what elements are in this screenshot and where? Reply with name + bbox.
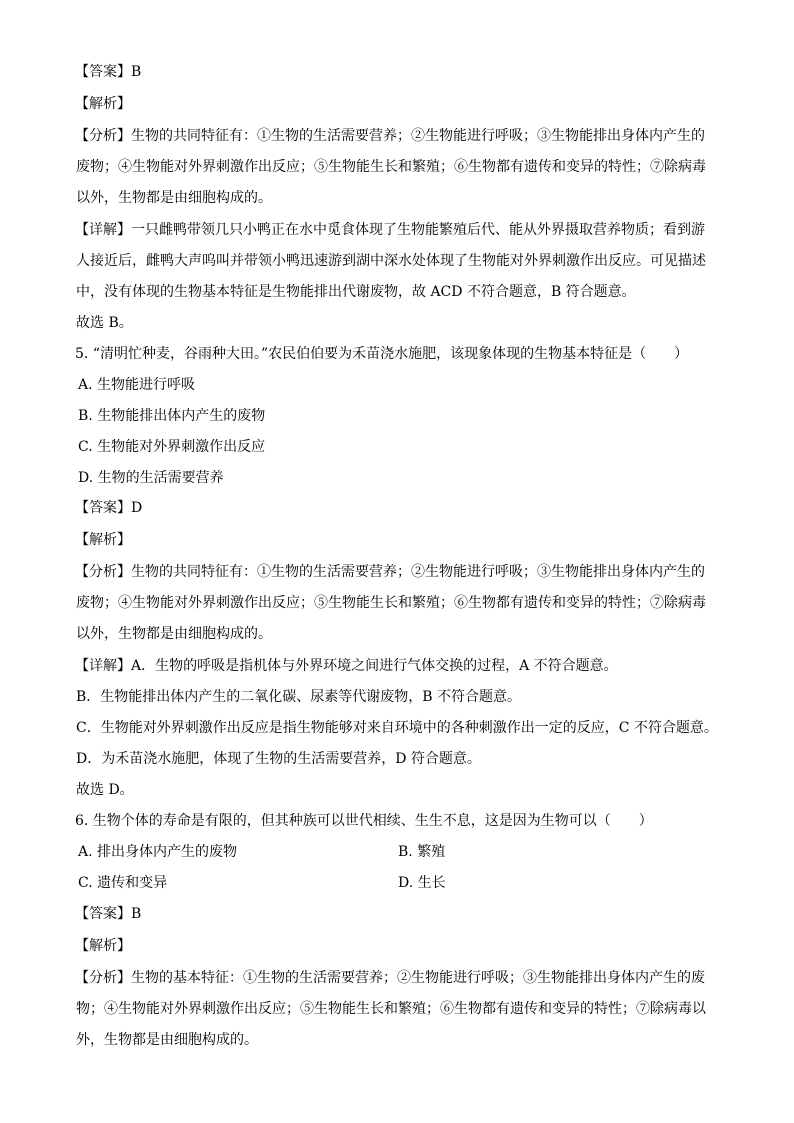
question-5-option-c: C. 生物能对外界刺激作出反应 xyxy=(78,439,266,455)
analysis-line: 以外，生物都是由细胞构成的。 xyxy=(76,626,272,642)
analysis-line: 物；④生物能对外界刺激作出反应；⑤生物能生长和繁殖；⑥生物都有遗传和变异的特性；⑦除病毒以 xyxy=(76,1001,706,1017)
conclusion-line: 故选 B。 xyxy=(76,315,133,331)
question-6-option-b: B. 繁殖 xyxy=(398,844,446,860)
question-6-option-a: A. 排出身体内产生的废物 xyxy=(78,844,238,860)
analysis-line: 废物；④生物能对外界刺激作出反应；⑤生物能生长和繁殖；⑥生物都有遗传和变异的特性；⑦除病毒 xyxy=(76,595,706,611)
analysis-line: 【分析】生物的共同特征有：①生物的生活需要营养；②生物能进行呼吸；③生物能排出身体内产生的 xyxy=(75,564,705,580)
analysis-heading: 【解析】 xyxy=(75,938,131,954)
detail-line: C．生物能对外界刺激作出反应是指生物能够对来自环境中的各种刺激作出一定的反应，C 不符合题意。 xyxy=(76,720,718,736)
detail-line: 人接近后，雌鸭大声呜叫并带领小鸭迅速游到湖中深水处体现了生物能对外界刺激作出反应。可见描述 xyxy=(76,253,706,269)
question-5-option-d: D. 生物的生活需要营养 xyxy=(78,470,224,486)
analysis-heading: 【解析】 xyxy=(75,96,131,112)
question-6-stem: 6. 生物个体的寿命是有限的，但其种族可以世代相续、生生不息，这是因为生物可以（ ） xyxy=(75,813,653,829)
question-5-option-a: A. 生物能进行呼吸 xyxy=(78,377,196,393)
answer-label: 【答案】D xyxy=(75,500,143,516)
question-5-option-b: B. 生物能排出体内产生的废物 xyxy=(78,408,266,424)
answer-label: 【答案】B xyxy=(75,906,142,922)
question-6-option-c: C. 遗传和变异 xyxy=(78,875,168,891)
analysis-line: 以外，生物都是由细胞构成的。 xyxy=(76,190,272,206)
detail-line: 中，没有体现的生物基本特征是生物能排出代谢废物，故 ACD 不符合题意，B 符合题意。 xyxy=(76,284,636,300)
answer-label: 【答案】B xyxy=(75,64,142,80)
detail-line: B．生物能排出体内产生的二氧化碳、尿素等代谢废物，B 不符合题意。 xyxy=(76,689,522,705)
question-5-stem: 5. “清明忙种麦，谷雨种大田。”农民伯伯要为禾苗浇水施肥，该现象体现的生物基本特征是（ ） xyxy=(75,346,689,362)
detail-line: 【详解】一只雌鸭带领几只小鸭正在水中觅食体现了生物能繁殖后代、能从外界摄取营养物质；看到游 xyxy=(75,222,705,238)
analysis-heading: 【解析】 xyxy=(75,532,131,548)
analysis-line: 废物；④生物能对外界刺激作出反应；⑤生物能生长和繁殖；⑥生物都有遗传和变异的特性；⑦除病毒 xyxy=(76,159,706,175)
question-6-option-d: D. 生长 xyxy=(398,875,446,891)
detail-line: 【详解】A．生物的呼吸是指机体与外界环境之间进行气体交换的过程，A 不符合题意。 xyxy=(75,658,618,674)
analysis-line: 【分析】生物的共同特征有：①生物的生活需要营养；②生物能进行呼吸；③生物能排出身体内产生的 xyxy=(75,128,705,144)
analysis-line: 外，生物都是由细胞构成的。 xyxy=(76,1032,258,1048)
detail-line: D．为禾苗浇水施肥，体现了生物的生活需要营养，D 符合题意。 xyxy=(76,751,481,767)
conclusion-line: 故选 D。 xyxy=(76,782,134,798)
analysis-line: 【分析】生物的基本特征：①生物的生活需要营养；②生物能进行呼吸；③生物能排出身体内产生的废 xyxy=(75,970,705,986)
